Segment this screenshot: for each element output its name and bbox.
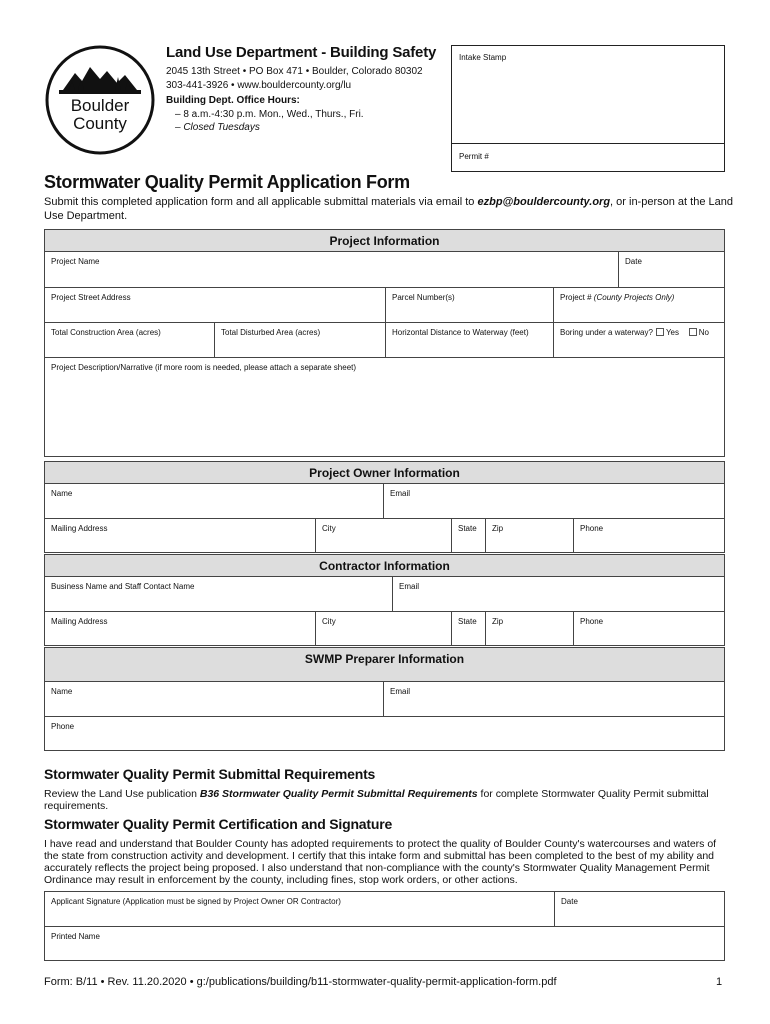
- intake-stamp-label: Intake Stamp: [459, 53, 507, 62]
- form-title: Stormwater Quality Permit Application Form: [44, 172, 410, 192]
- department-contact: 303-441-3926 • www.bouldercounty.org/lu: [166, 80, 352, 91]
- signature-date-field[interactable]: Date: [561, 897, 578, 906]
- project-description-field[interactable]: Project Description/Narrative (if more room is needed, please attach a separate sheet): [51, 363, 357, 372]
- boring-yes-checkbox[interactable]: [656, 328, 664, 336]
- owner-mailing-field[interactable]: Mailing Address: [45, 519, 316, 553]
- project-date-field[interactable]: Date: [625, 257, 642, 266]
- owner-phone-field[interactable]: Phone: [580, 524, 604, 533]
- permit-number-label: Permit #: [459, 152, 489, 161]
- intake-stamp-box: [451, 45, 725, 172]
- signature-section: [44, 891, 725, 961]
- parcel-number-field[interactable]: Parcel Number(s): [386, 288, 554, 322]
- project-owner-section: [44, 461, 725, 553]
- owner-zip-field[interactable]: Zip: [486, 519, 574, 553]
- contractor-state-field[interactable]: State: [452, 612, 486, 646]
- disturbed-area-field[interactable]: Total Disturbed Area (acres): [215, 323, 386, 357]
- project-owner-heading: Project Owner Information: [45, 462, 724, 484]
- swmp-preparer-heading: SWMP Preparer Information: [45, 648, 724, 682]
- form-reference-footer: Form: B/11 • Rev. 11.20.2020 • g:/publications/building/b11-stormwater-quality-permit-application-form.pdf: [44, 976, 557, 988]
- boring-no-checkbox[interactable]: [689, 328, 697, 336]
- office-hours-line2: – Closed Tuesdays: [175, 122, 260, 133]
- contractor-business-field[interactable]: Business Name and Staff Contact Name: [45, 577, 393, 611]
- swmp-name-field[interactable]: Name: [45, 682, 384, 716]
- logo-text-line1: Boulder: [70, 96, 130, 115]
- project-name-field[interactable]: Project Name: [45, 252, 619, 287]
- form-intro: Submit this completed application form and all applicable submittal materials via email to ezbp@bouldercounty.org, or in-person at the Land Use Department.: [44, 196, 733, 222]
- contractor-phone-field[interactable]: Phone: [580, 617, 604, 626]
- swmp-phone-field[interactable]: Phone: [51, 722, 75, 731]
- project-information-heading: Project Information: [45, 230, 724, 252]
- applicant-signature-field[interactable]: Applicant Signature (Application must be signed by Project Owner OR Contractor): [45, 892, 555, 926]
- swmp-preparer-section: [44, 647, 725, 751]
- requirements-text: Review the Land Use publication B36 Stormwater Quality Permit Submittal Requirements for complete Stormwater Quality Permit submittal requirements.: [44, 788, 709, 812]
- office-hours-label: Building Dept. Office Hours:: [166, 95, 300, 106]
- logo-text-line2: County: [73, 114, 127, 133]
- boring-waterway-field: Boring under a waterway? Yes No: [560, 328, 709, 337]
- office-hours-line1: – 8 a.m.-4:30 p.m. Mon., Wed., Thurs., Fri.: [175, 109, 364, 120]
- contractor-city-field[interactable]: City: [316, 612, 452, 646]
- page-number: 1: [716, 976, 723, 988]
- certification-text: I have read and understand that Boulder County has adopted requirements to protect the quality of Boulder County's watercourses and waters of the state from construction activity and development. I certify that this intake form and submittal has been completed to the best of my ability and accurately reflects the project being proposed. I also understand that non-compliance with the county's Stormwater Quality Management Permit Ordinance may result in enforcement by the county, including fines, stop work orders, or other actions.: [44, 838, 717, 886]
- contractor-heading: Contractor Information: [45, 555, 724, 577]
- contractor-mailing-field[interactable]: Mailing Address: [45, 612, 316, 646]
- boulder-county-logo: [45, 45, 155, 155]
- waterway-distance-field[interactable]: Horizontal Distance to Waterway (feet): [386, 323, 554, 357]
- contractor-section: [44, 554, 725, 646]
- department-address: 2045 13th Street • PO Box 471 • Boulder, Colorado 80302: [166, 66, 423, 77]
- contractor-email-field[interactable]: Email: [399, 582, 420, 591]
- publication-reference: B36 Stormwater Quality Permit Submittal Requirements: [199, 788, 478, 800]
- submission-email[interactable]: ezbp@bouldercounty.org: [477, 196, 611, 208]
- department-title: Land Use Department - Building Safety: [166, 44, 437, 61]
- project-street-field[interactable]: Project Street Address: [45, 288, 386, 322]
- owner-city-field[interactable]: City: [316, 519, 452, 553]
- project-information-section: [44, 229, 725, 457]
- certification-heading: Stormwater Quality Permit Certification and Signature: [44, 816, 393, 832]
- owner-state-field[interactable]: State: [452, 519, 486, 553]
- project-number-field[interactable]: Project # (County Projects Only): [560, 293, 675, 302]
- contractor-zip-field[interactable]: Zip: [486, 612, 574, 646]
- requirements-heading: Stormwater Quality Permit Submittal Requirements: [44, 766, 376, 782]
- swmp-email-field[interactable]: Email: [390, 687, 411, 696]
- construction-area-field[interactable]: Total Construction Area (acres): [45, 323, 215, 357]
- owner-name-field[interactable]: Name: [45, 484, 384, 518]
- printed-name-field[interactable]: Printed Name: [51, 932, 100, 941]
- owner-email-field[interactable]: Email: [390, 489, 411, 498]
